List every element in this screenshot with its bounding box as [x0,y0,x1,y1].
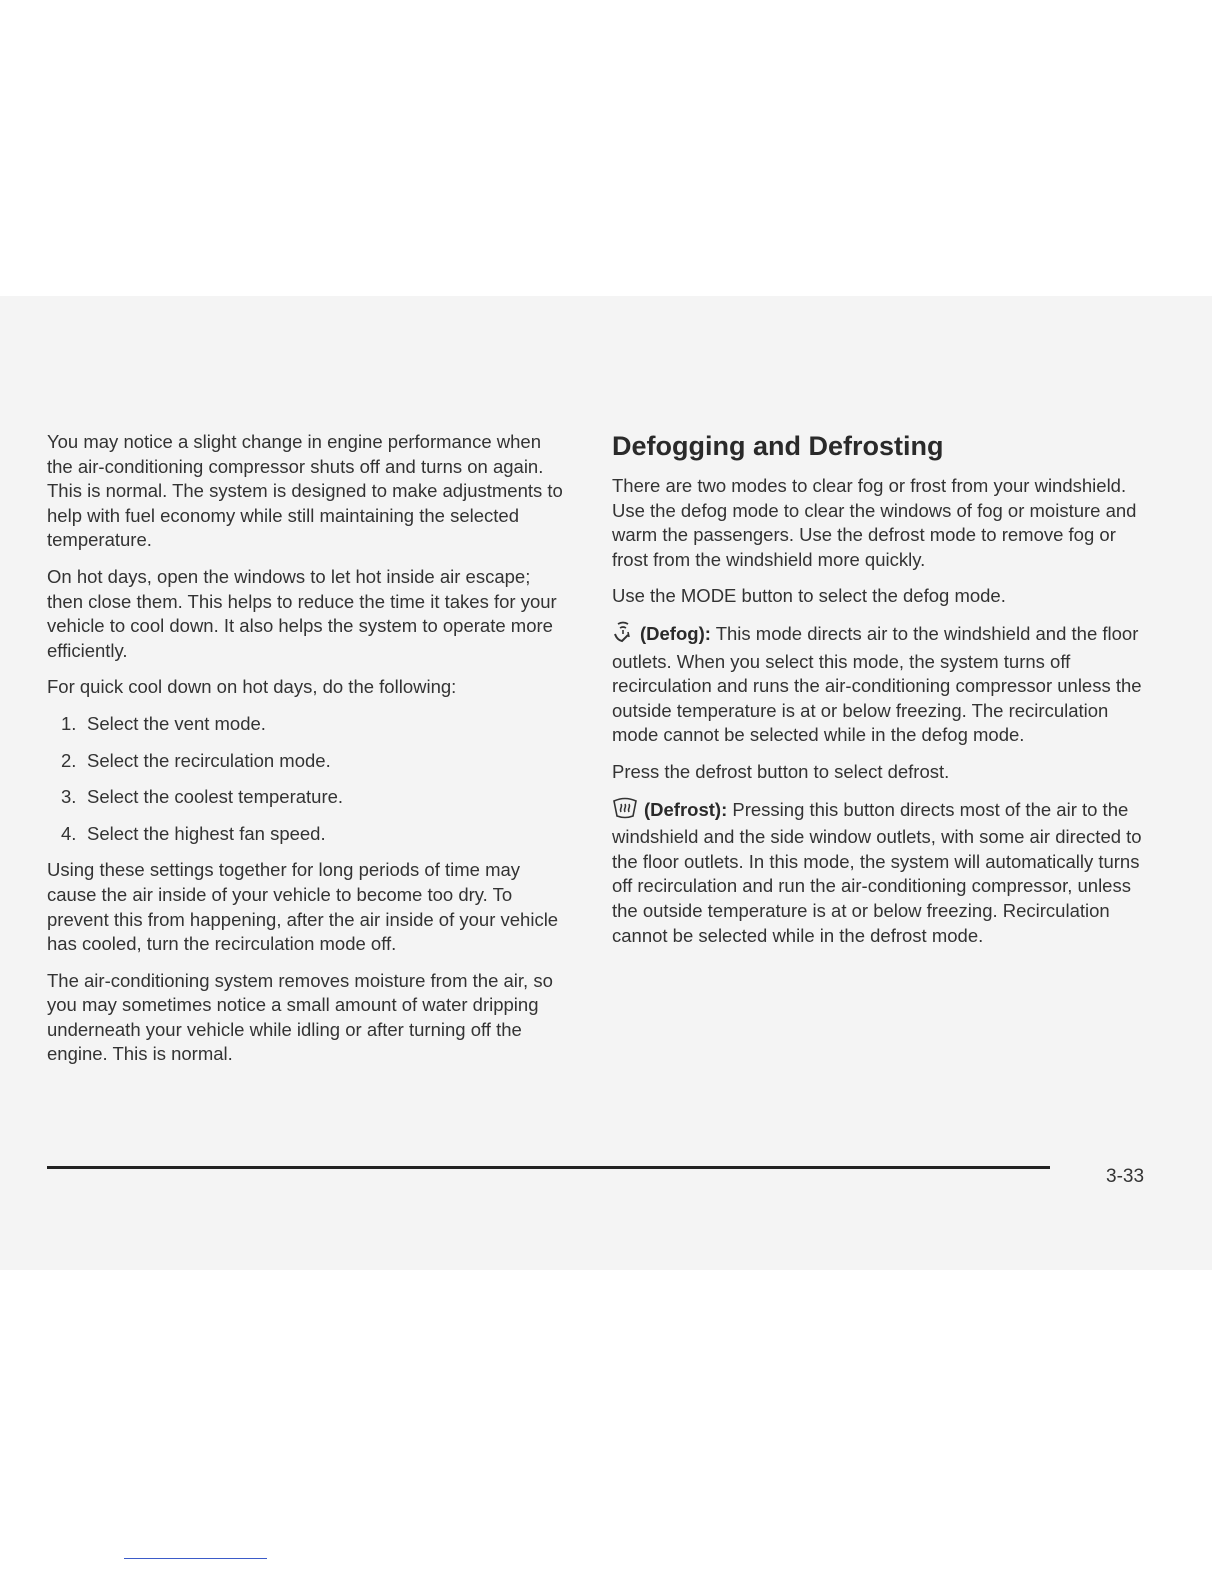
list-item [47,785,567,810]
step-text: Select the recirculation mode. [87,749,331,771]
defog-text: This mode directs air to the windshield and the floor outlets. When you select this mode, the system turns off recirculation and runs the air-conditioning compressor unless the outside temperature is at or below freezing. The recirculation mode cannot be selected while in the defog mode. [612,622,1142,746]
step-text: Select the coolest temperature. [87,786,344,808]
list-item [47,749,567,774]
paragraph-dry-warning: Using these settings together for long periods of time may cause the air inside of your vehicle to become too dry. To prevent this from happening, after the air inside of your vehicle has cooled, turn the recirculation mode off. [47,859,559,955]
paragraph-defrost-instruction: Press the defrost button to select defrost. [612,760,950,782]
paragraph-hot-days: On hot days, open the windows to let hot inside air escape; then close them. This helps to reduce the time it takes for your vehicle to cool down. It also helps the system to operate more efficiently. [47,565,557,661]
paragraph-engine-performance: You may notice a slight change in engine performance when the air-conditioning compressor shuts off and turns on again. This is normal. The system is designed to make adjustments to help with fuel economy while still maintaining the selected temperature. [47,431,563,551]
defog-icon [612,621,634,650]
defog-term: (Defog): [640,622,711,644]
right-column [612,430,1152,960]
quick-cool-steps [47,712,567,846]
step-number: 3. [61,786,77,808]
paragraph-mode-instruction: Use the MODE button to select the defog mode. [612,585,1006,607]
defrost-text: Pressing this button directs most of the air to the windshield and the side window outlets, with some air directed to the floor outlets. In this mode, the system will automatically turns off recirculation and run the air-conditioning compressor, unless the outside temperature is at or below freezing. Recirculation cannot be selected while in the defrost mode. [612,798,1142,946]
defrost-description [612,797,1152,949]
left-column [47,430,567,1079]
step-number: 1. [61,712,77,734]
footer-rule [47,1166,1050,1169]
list-item [47,822,567,847]
list-item [47,712,567,737]
defrost-icon [612,797,638,826]
bottom-underline [124,1558,267,1559]
paragraph-moisture: The air-conditioning system removes moisture from the air, so you may sometimes notice a small amount of water dripping underneath your vehicle while idling or after turning off the engine. This is normal. [47,969,553,1065]
step-text: Select the highest fan speed. [87,822,326,844]
step-number: 4. [61,822,77,844]
step-text: Select the vent mode. [87,712,266,734]
defog-description [612,621,1152,748]
defrost-term: (Defrost): [644,798,728,820]
paragraph-quick-cool-intro: For quick cool down on hot days, do the following: [47,676,457,698]
step-number: 2. [61,749,77,771]
page-number: 3-33 [1106,1166,1145,1187]
section-title: Defogging and Defrosting [612,431,944,461]
paragraph-intro: There are two modes to clear fog or frost from your windshield. Use the defog mode to clear the windows of fog or moisture and warm the passengers. Use the defrost mode to remove fog or frost from the windshield more quickly. [612,475,1137,570]
